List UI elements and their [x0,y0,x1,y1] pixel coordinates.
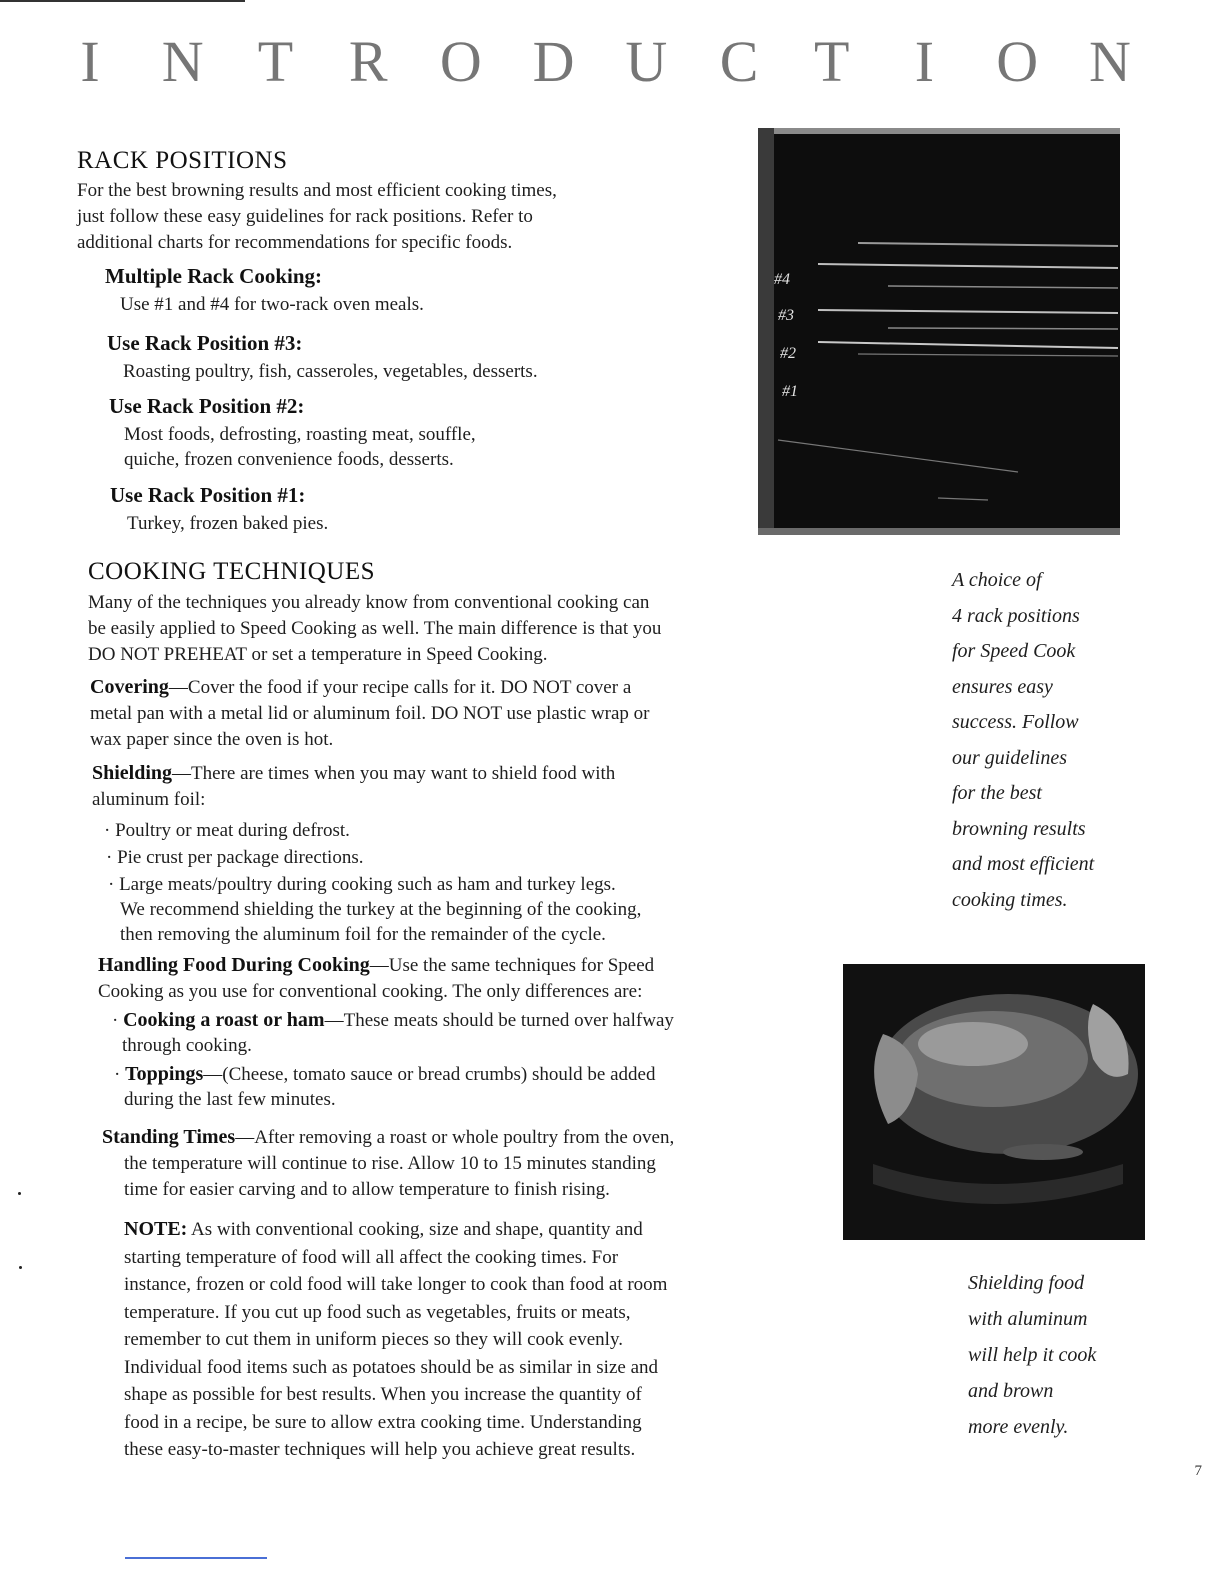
handling-line: Use the same techniques for Speed [388,955,655,976]
rack-label-4: #4 [774,271,790,288]
note-line: food in a recipe, be sure to allow extra cooking time. Understanding [124,1411,642,1433]
handling-bullet: · Toppings—(Cheese, tomato sauce or bread crumbs) should be added during the last few minutes. [114,1063,656,1110]
shielding-paragraph [92,760,615,813]
header-letter: T [257,29,294,94]
foil-shielded-turkey-illustration [843,964,1145,1240]
caption-line: with aluminum [968,1308,1088,1330]
header-letter: D [532,29,575,94]
shielding-bullet: · Poultry or meat during defrost. [104,820,350,841]
top-rule [0,0,245,2]
note-line: starting temperature of food will all affect the cooking times. For [124,1246,619,1268]
handling-bullet: · Cooking a roast or ham—These meats should be turned over halfway through cooking. [112,1009,674,1056]
covering-line: metal pan with a metal lid or aluminum foil. DO NOT use plastic wrap or [90,703,650,724]
caption-line: 4 rack positions [952,604,1080,627]
note-lead: NOTE: [124,1218,188,1240]
caption-line: for the best [952,782,1042,804]
standing-line: the temperature will continue to rise. Allow 10 to 15 minutes standing [124,1153,656,1174]
caption-line: A choice of [952,569,1042,591]
note-line: As with conventional cooking, size and shape, quantity and [187,1219,643,1240]
bullet-lead: Cooking a roast or ham [123,1009,325,1031]
rack-item-text: Roasting poultry, fish, casseroles, vegetables, desserts. [123,361,538,382]
header-letter: U [625,29,668,94]
page-header-introduction [60,28,1140,95]
dash: — [172,763,192,784]
bullet-text: during the last few minutes. [124,1089,336,1110]
bottom-rule [125,1557,267,1559]
rack-item-text: Use #1 and #4 for two-rack oven meals. [120,294,424,315]
header-letter: I [914,29,935,94]
page-number: 7 [1194,1463,1202,1479]
note-line: temperature. If you cut up food such as vegetables, fruits or meats, [124,1301,631,1323]
caption-line: will help it cook [968,1344,1097,1366]
covering-line: Cover the food if your recipe calls for it. DO NOT cover a [187,677,632,698]
covering-paragraph [90,674,650,753]
bullet-text: then removing the aluminum foil for the remainder of the cycle. [120,924,606,945]
dash: — [369,955,389,976]
techniques-intro [88,590,661,668]
rack-item-heading: Use Rack Position #1: [110,483,306,507]
covering-line: wax paper since the oven is hot. [90,729,334,750]
margin-mark [19,1266,22,1269]
rack-intro-line: just follow these easy guidelines for rack positions. Refer to [77,206,533,227]
note-line: these easy-to-master techniques will help you achieve great results. [124,1439,636,1460]
caption-line: for Speed Cook [952,640,1076,662]
rack-item-text [124,422,476,472]
techniques-intro-line: be easily applied to Speed Cooking as well. The main difference is that you [88,618,662,639]
caption-line: and most efficient [952,853,1095,875]
caption-line: Shielding food [968,1272,1085,1294]
shielding-line: There are times when you may want to shield food with [191,763,616,784]
header-letter: R [348,29,388,94]
rack-item-line: quiche, frozen convenience foods, desserts. [124,449,454,470]
caption-line: and brown [968,1380,1054,1402]
caption-line: our guidelines [952,746,1067,769]
bullet-text: through cooking. [122,1035,252,1056]
rack-item-line: Most foods, defrosting, roasting meat, souffle, [124,424,476,445]
rack-intro [77,178,557,256]
note-paragraph [124,1216,667,1464]
bullet-text: Pie crust per package directions. [117,847,364,868]
dash: — [235,1127,255,1148]
caption-line: ensures easy [952,675,1053,698]
handling-paragraph [98,952,654,1005]
note-line: remember to cut them in uniform pieces so they will cook evenly. [124,1329,623,1350]
note-line: instance, frozen or cold food will take longer to cook than food at room [124,1274,668,1295]
rack-photo-caption [952,563,1152,918]
standing-times-paragraph [102,1124,674,1203]
rack-intro-line: additional charts for recommendations for specific foods. [77,232,513,253]
shielding-photo [843,964,1145,1240]
techniques-intro-line: Many of the techniques you already know from conventional cooking can [88,592,650,613]
standing-line: After removing a roast or whole poultry from the oven, [254,1127,675,1148]
caption-line: browning results [952,817,1086,840]
header-letter: O [439,29,482,94]
rack-item-heading: Use Rack Position #2: [109,394,305,418]
techniques-intro-line: DO NOT PREHEAT or set a temperature in Speed Cooking. [88,644,548,665]
shielding-bullet: · Pie crust per package directions. [106,847,364,868]
standing-lead: Standing Times [102,1126,236,1148]
bullet-text: We recommend shielding the turkey at the beginning of the cooking, [120,899,642,920]
header-letter: I [80,29,100,94]
margin-mark [18,1192,21,1195]
rack-item-heading: Multiple Rack Cooking: [105,264,323,288]
caption-line: more evenly. [968,1416,1069,1438]
shielding-line: aluminum foil: [92,789,206,810]
caption-line: success. Follow [952,711,1079,733]
note-line: shape as possible for best results. When you increase the quantity of [124,1384,642,1405]
header-letter: O [996,29,1039,94]
shielding-lead: Shielding [92,762,173,784]
handling-line: Cooking as you use for conventional cooking. The only differences are: [98,981,643,1002]
header-letter: C [719,29,759,94]
header-letter: N [1088,29,1131,94]
cooking-techniques-title: COOKING TECHNIQUES [88,558,376,585]
dash: — [168,677,188,698]
rack-label-1: #1 [782,383,798,400]
bullet-text: Large meats/poultry during cooking such as ham and turkey legs. [119,874,616,895]
rack-label-2: #2 [780,345,796,362]
shielding-bullet: · Large meats/poultry during cooking such as ham and turkey legs. We recommend shielding the turkey at the beginning of the cooking, then removing the aluminum foil for the remainder of the cycle. [108,874,642,945]
bullet-text: Poultry or meat during defrost. [115,820,350,841]
shielding-photo-caption [968,1265,1168,1445]
bullet-text: —These meats should be turned over halfway [324,1010,674,1031]
handling-lead: Handling Food During Cooking [98,954,370,976]
oven-rack-photo [758,128,1120,535]
header-letter: N [161,29,204,94]
header-letter: T [814,29,850,94]
standing-line: time for easier carving and to allow temperature to finish rising. [124,1179,610,1200]
rack-intro-line: For the best browning results and most efficient cooking times, [77,180,557,201]
rack-positions-title: RACK POSITIONS [77,147,288,174]
oven-interior-illustration [758,128,1120,535]
rack-item-text: Turkey, frozen baked pies. [127,513,329,534]
rack-label-3: #3 [778,307,794,324]
bullet-text: —(Cheese, tomato sauce or bread crumbs) should be added [203,1064,656,1085]
covering-lead: Covering [90,676,169,698]
bullet-lead: Toppings [125,1063,204,1085]
caption-line: cooking times. [952,888,1068,911]
note-line: Individual food items such as potatoes should be as similar in size and [124,1356,659,1378]
rack-item-heading: Use Rack Position #3: [107,331,303,355]
